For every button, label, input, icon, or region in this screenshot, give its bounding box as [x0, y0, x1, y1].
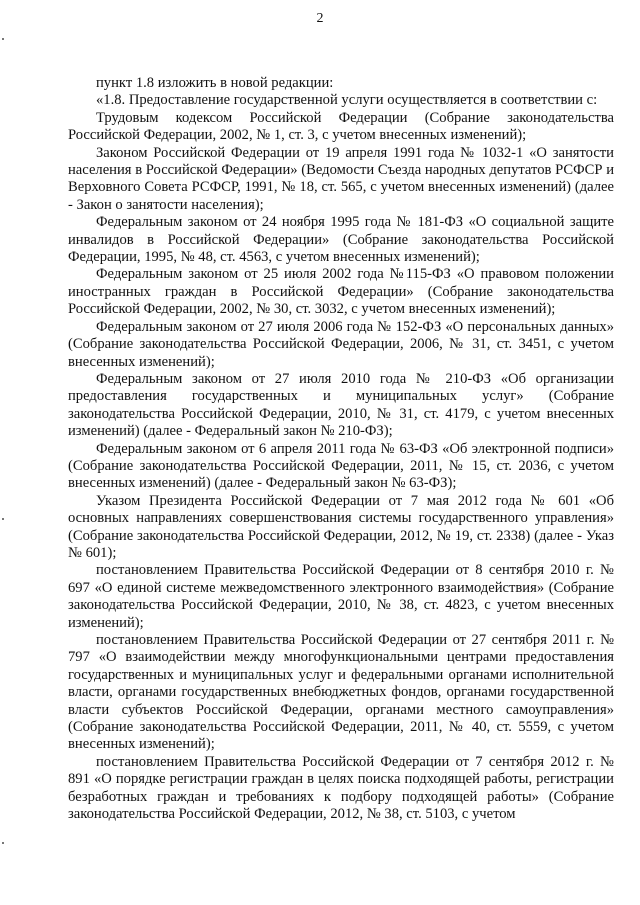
scan-mark [2, 842, 4, 844]
paragraph: постановлением Правительства Российской Федерации от 8 сентября 2010 г. № 697 «О единой системе межведомственного электронного взаимодействия» (Собрание законодательства Российской Федерации, 2010, № 38, ст. 4823, с учетом внесенных изменений); [68, 562, 614, 631]
paragraph: пункт 1.8 изложить в новой редакции: [96, 75, 334, 91]
document-body [68, 75, 614, 823]
paragraph: постановлением Правительства Российской Федерации от 7 сентября 2012 г. № 891 «О порядке регистрации граждан в целях поиска подходящей работы, регистрации безработных граждан и требованиях к подбору подходящей работы» (Собрание законодательства Российской Федерации, 2012, № 38, ст. 5103, с учетом [68, 753, 614, 823]
paragraph: Федеральным законом от 25 июля 2002 года №115-ФЗ «О правовом положении иностранных граждан в Российской Федерации» (Собрание законодательства Российской Федерации, 2002, № 30, ст. 3032, с учетом внесенных изменений); [68, 266, 614, 318]
scan-mark [2, 518, 4, 520]
paragraph: постановлением Правительства Российской Федерации от 27 сентября 2011 г. № 797 «О взаимодействии между многофункциональными центрами предоставления государственных и муниципальных услуг и федеральными органами исполнительной власти, органами государственных внебюджетных фондов, органами государственной власти субъектов Российской Федерации, органами местного самоуправления» (Собрание законодательства Российской Федерации, 2011, № 40, ст. 5559, с учетом внесенных изменений); [68, 632, 614, 753]
paragraph: Федеральным законом от 27 июля 2006 года № 152-ФЗ «О персональных данных» (Собрание законодательства Российской Федерации, 2006, № 31, ст. 3451, с учетом внесенных изменений); [68, 318, 614, 370]
paragraph: Федеральным законом от 24 ноября 1995 года № 181-ФЗ «О социальной защите инвалидов в Российской Федерации» (Собрание законодательства Российской Федерации, 1995, № 48, ст. 4563, с учетом внесенных изменений); [68, 214, 614, 266]
paragraph: Указом Президента Российской Федерации от 7 мая 2012 года № 601 «Об основных направлениях совершенствования системы государственного управления» (Собрание законодательства Российской Федерации, 2012, № 19, ст. 2338) (далее - Указ № 601); [68, 492, 614, 561]
paragraph: Федеральным законом от 27 июля 2010 года № 210-ФЗ «Об организации предоставления государственных и муниципальных услуг» (Собрание законодательства Российской Федерации, 2010, № 31, ст. 4179, с учетом внесенных изменений) (далее - Федеральный закон № 210-ФЗ); [68, 370, 614, 440]
paragraph: Трудовым кодексом Российской Федерации (Собрание законодательства Российской Федерации, 2002, № 1, ст. 3, с учетом внесенных изменений); [68, 109, 614, 144]
page-number: 2 [316, 11, 324, 26]
scan-mark [2, 38, 4, 40]
paragraph: «1.8. Предоставление государственной услуги осуществляется в соответствии с: [96, 92, 598, 109]
paragraph: Федеральным законом от 6 апреля 2011 года № 63-ФЗ «Об электронной подписи» (Собрание законодательства Российской Федерации, 2011, № 15, ст. 2036, с учетом внесенных изменений) (далее - Федеральный закон № 63-ФЗ); [68, 440, 614, 492]
paragraph: Законом Российской Федерации от 19 апреля 1991 года № 1032-1 «О занятости населения в Российской Федерации» (Ведомости Съезда народных депутатов РСФСР и Верховного Совета РСФСР, 1991, № 18, ст. 565, с учетом внесенных изменений) (далее - Закон о занятости населения); [68, 144, 614, 213]
